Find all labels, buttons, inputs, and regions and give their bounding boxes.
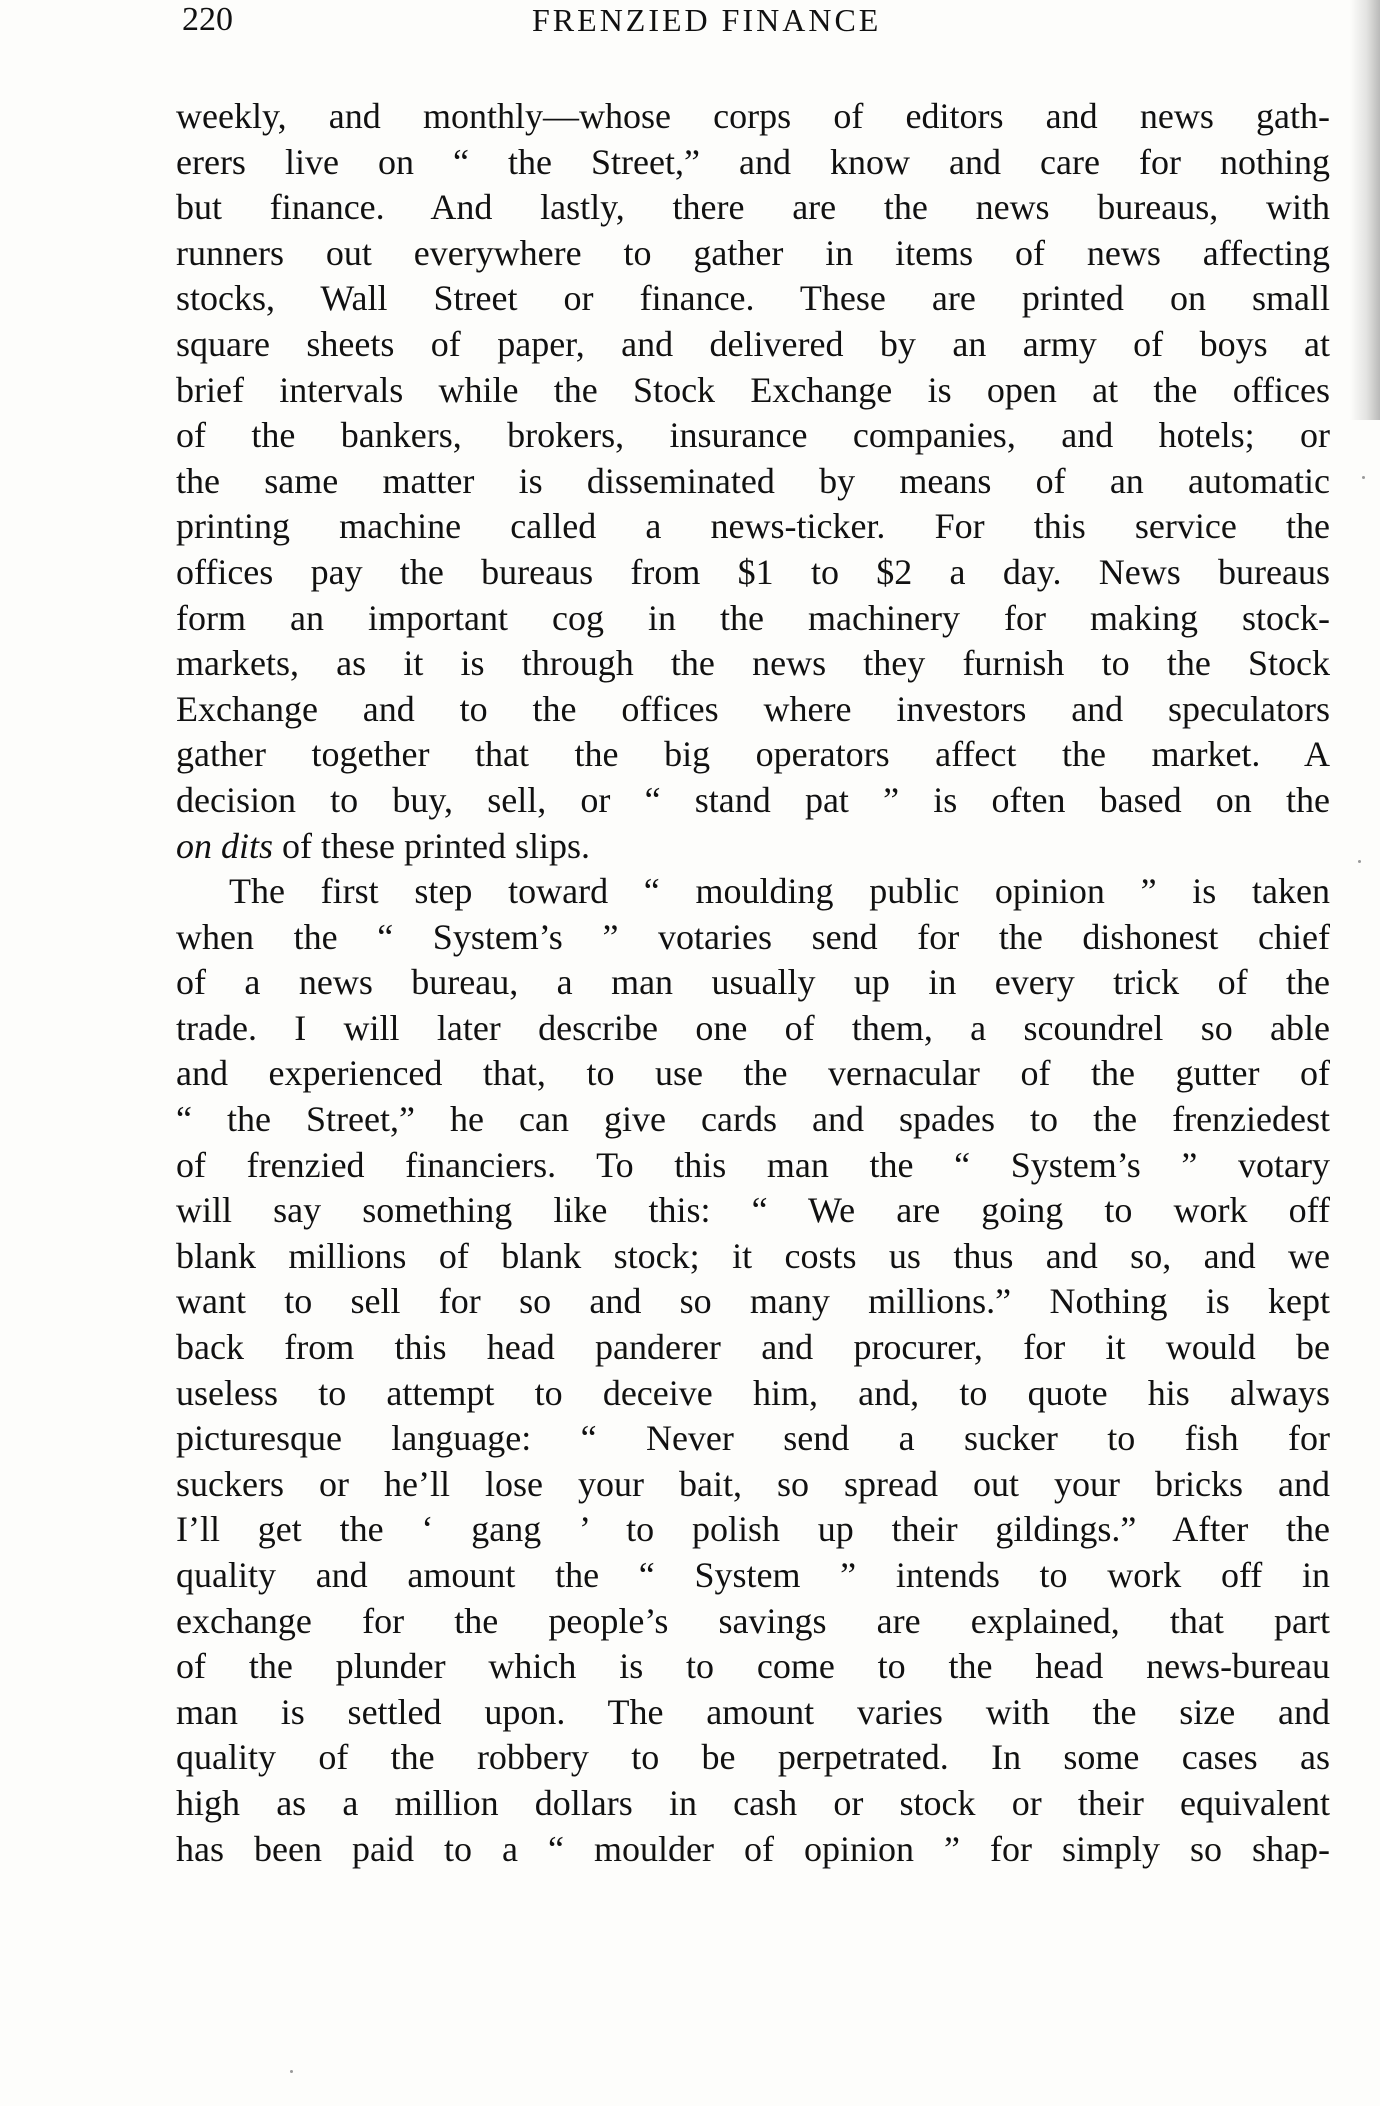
text-line: quality and amount the “ System ” intends to work off in (176, 1555, 1330, 1595)
text-line: form an important cog in the machinery for making stock- (176, 597, 1330, 638)
text-line: offices pay the bureaus from $1 to $2 a day. News bureaus (176, 551, 1330, 592)
text-line: runners out everywhere to gather in items of news affecting (176, 232, 1330, 273)
text-line: has been paid to a “ moulder of opinion ” for simply so shap- (176, 1828, 1330, 1869)
scan-speck (290, 2070, 293, 2073)
text-line: high as a million dollars in cash or stock or their equivalent (176, 1782, 1330, 1823)
italic-phrase: on dits (176, 825, 274, 866)
text-line: printing machine called a news-ticker. For this service the (176, 506, 1330, 547)
text-line: gather together that the big operators affect the market. A (176, 734, 1330, 775)
page-number: 220 (182, 1, 233, 38)
text-line: exchange for the people’s savings are explained, that part (176, 1600, 1330, 1641)
running-title: FRENZIED FINANCE (532, 2, 882, 38)
text-line: stocks, Wall Street or finance. These are printed on small (176, 278, 1330, 319)
text-line: quality of the robbery to be perpetrated. In some cases as (176, 1737, 1330, 1778)
text-line: useless to attempt to deceive him, and, to quote his always (176, 1372, 1330, 1413)
text-line: back from this head panderer and procurer, for it would be (176, 1327, 1330, 1368)
text-line: picturesque language: “ Never send a sucker to fish for (176, 1418, 1330, 1459)
text-line: weekly, and monthly—whose corps of editors and news gath- (176, 96, 1330, 136)
text-line-rest: of these printed slips. (273, 825, 590, 866)
text-line: will say something like this: “ We are going to work off (176, 1190, 1330, 1231)
text-line: Exchange and to the offices where investors and speculators (176, 688, 1330, 729)
body-text (176, 94, 1330, 1872)
text-line: brief intervals while the Stock Exchange is open at the offices (176, 369, 1330, 410)
scan-edge-shadow (1350, 0, 1380, 420)
text-line: of a news bureau, a man usually up in every trick of the (176, 962, 1330, 1003)
scan-speck (1362, 476, 1365, 479)
text-line: when the “ System’s ” votaries send for the dishonest chief (176, 916, 1330, 957)
text-line: of frenzied financiers. To this man the “ System’s ” votary (176, 1144, 1330, 1185)
paragraph-2 (176, 869, 1330, 1872)
text-line: “ the Street,” he can give cards and spades to the frenziedest (176, 1099, 1330, 1140)
text-line: the same matter is disseminated by means of an automatic (176, 460, 1330, 501)
text-line: want to sell for so and so many millions.” Nothing is kept (176, 1281, 1330, 1322)
text-line: of the bankers, brokers, insurance companies, and hotels; or (176, 415, 1330, 456)
text-line: and experienced that, to use the vernacular of the gutter of (176, 1053, 1330, 1094)
text-line: man is settled upon. The amount varies with the size and (176, 1691, 1330, 1732)
text-line: blank millions of blank stock; it costs us thus and so, and we (176, 1235, 1330, 1276)
text-line-last (176, 824, 1330, 870)
text-line: suckers or he’ll lose your bait, so spread out your bricks and (176, 1463, 1330, 1504)
text-line: I’ll get the ‘ gang ’ to polish up their gildings.” After the (176, 1509, 1330, 1550)
text-line: erers live on “ the Street,” and know and care for nothing (176, 141, 1330, 182)
paragraph-1 (176, 94, 1330, 869)
text-line: decision to buy, sell, or “ stand pat ” is often based on the (176, 779, 1330, 820)
running-head (182, 0, 1342, 44)
text-line: but finance. And lastly, there are the news bureaus, with (176, 187, 1330, 228)
text-line: markets, as it is through the news they furnish to the Stock (176, 643, 1330, 684)
text-line: of the plunder which is to come to the head news-bureau (176, 1646, 1330, 1687)
text-line: trade. I will later describe one of them, a scoundrel so able (176, 1007, 1330, 1048)
scan-speck (1358, 860, 1361, 863)
text-line-first: The first step toward “ moulding public opinion ” is taken (229, 871, 1330, 912)
text-line: square sheets of paper, and delivered by an army of boys at (176, 323, 1330, 364)
